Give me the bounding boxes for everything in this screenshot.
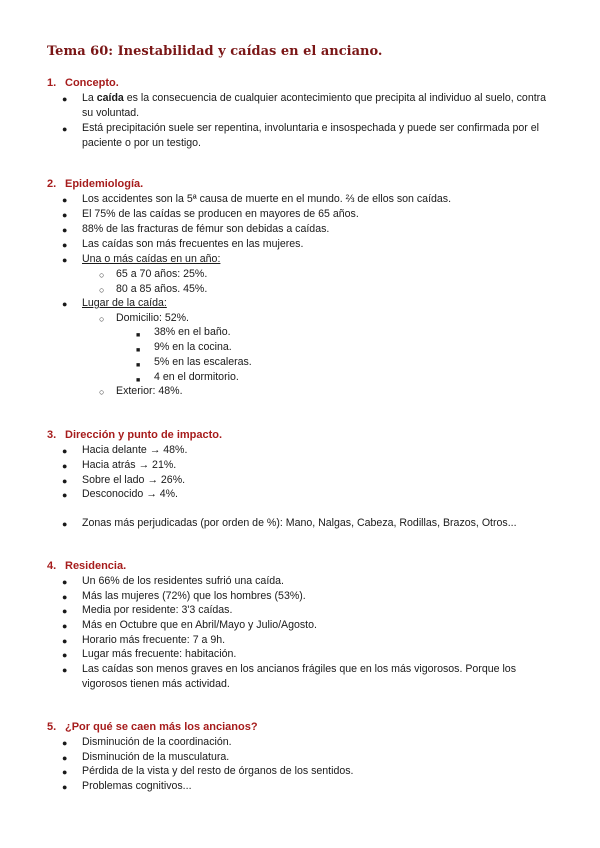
list-item: ● Disminución de la coordinación.	[82, 735, 554, 750]
sub-sub-list-item: ■ 9% en la cocina.	[154, 340, 534, 355]
list-item: ● Más las mujeres (72%) que los hombres (53%).	[82, 589, 554, 604]
sub-sub-list-item: ■ 38% en el baño.	[154, 325, 534, 340]
list-item: ● Zonas más perjudicadas (por orden de %): Mano, Nalgas, Cabeza, Rodillas, Brazos, Otros...	[82, 516, 554, 531]
bullet-square: ■	[136, 377, 141, 384]
list-item: ● Sobre el lado → 26%.	[82, 473, 554, 488]
bullet-dot: ●	[62, 299, 68, 309]
sub-list-item: ○ 65 a 70 años: 25%.	[116, 267, 536, 282]
section-heading-epidemiologia: 2. Epidemiología.	[47, 178, 144, 190]
list-item: ● Lugar más frecuente: habitación.	[82, 647, 554, 662]
sub-list-item: ○ Exterior: 48%.	[116, 384, 536, 399]
bullet-dot: ●	[62, 94, 68, 104]
bullet-square: ■	[136, 332, 141, 339]
list-item: ● Lugar de la caída:	[82, 296, 554, 311]
bullet-dot: ●	[62, 767, 68, 777]
sub-list-item: ○ Domicilio: 52%.	[116, 311, 536, 326]
bullet-square: ■	[136, 362, 141, 369]
bullet-dot: ●	[62, 636, 68, 646]
section-heading-direccion: 3. Dirección y punto de impacto.	[47, 429, 223, 441]
list-item: ● El 75% de las caídas se producen en mayores de 65 años.	[82, 207, 554, 222]
list-item: ● Hacia delante → 48%.	[82, 443, 554, 458]
bullet-dot: ●	[62, 461, 68, 471]
bullet-dot: ●	[62, 210, 68, 220]
list-item: ● Problemas cognitivos...	[82, 779, 554, 794]
bullet-dot: ●	[62, 476, 68, 486]
list-item: ● Las caídas son más frecuentes en las mujeres.	[82, 237, 554, 252]
list-item: ● Horario más frecuente: 7 a 9h.	[82, 633, 554, 648]
bullet-dot: ●	[62, 621, 68, 631]
bullet-dot: ●	[62, 490, 68, 500]
list-item: ● Hacia atrás → 21%.	[82, 458, 554, 473]
bullet-dot: ●	[62, 782, 68, 792]
list-item: ● Media por residente: 3'3 caídas.	[82, 603, 554, 618]
section-heading-por-que: 5. ¿Por qué se caen más los ancianos?	[47, 721, 258, 733]
page-title: Tema 60: Inestabilidad y caídas en el anciano.	[47, 44, 383, 59]
sub-sub-list-item: ■ 5% en las escaleras.	[154, 355, 534, 370]
sub-sub-list-item: ■ 4 en el dormitorio.	[154, 370, 534, 385]
bullet-dot: ●	[62, 240, 68, 250]
bullet-circle: ○	[99, 387, 105, 397]
bullet-dot: ●	[62, 650, 68, 660]
bullet-dot: ●	[62, 446, 68, 456]
list-item: ● Está precipitación suele ser repentina, involuntaria e insospechada y puede ser confirmada por el paciente o por un testigo.	[62, 122, 539, 149]
bullet-circle: ○	[99, 314, 105, 324]
bullet-dot: ●	[62, 753, 68, 763]
list-item: ● Las caídas son menos graves en los ancianos frágiles que en los más vigorosos. Porque los vigorosos tienen más actividad.	[62, 663, 516, 690]
list-item: ● Pérdida de la vista y del resto de órganos de los sentidos.	[82, 764, 554, 779]
bullet-dot: ●	[62, 195, 68, 205]
list-item: ● 88% de las fracturas de fémur son debidas a caídas.	[82, 222, 554, 237]
bullet-dot: ●	[62, 577, 68, 587]
bullet-dot: ●	[62, 519, 68, 529]
bullet-dot: ●	[62, 124, 68, 134]
bullet-dot: ●	[62, 255, 68, 265]
bullet-square: ■	[136, 347, 141, 354]
list-item: ● Los accidentes son la 5ª causa de muerte en el mundo. ⅔ de ellos son caídas.	[82, 192, 554, 207]
list-item: ● Más en Octubre que en Abril/Mayo y Julio/Agosto.	[82, 618, 554, 633]
list-item: ● Un 66% de los residentes sufrió una caída.	[82, 574, 554, 589]
bullet-dot: ●	[62, 592, 68, 602]
list-item: ● Disminución de la musculatura.	[82, 750, 554, 765]
bullet-circle: ○	[99, 270, 105, 280]
bullet-dot: ●	[62, 665, 68, 675]
section-heading-residencia: 4. Residencia.	[47, 560, 127, 572]
bullet-dot: ●	[62, 225, 68, 235]
bullet-dot: ●	[62, 606, 68, 616]
bullet-dot: ●	[62, 738, 68, 748]
list-item: ● La caída es la consecuencia de cualquier acontecimiento que precipita al individuo al suelo, contra su voluntad.	[62, 92, 547, 119]
section-heading-concepto: 1. Concepto.	[47, 77, 119, 89]
bullet-circle: ○	[99, 285, 105, 295]
list-item: ● Una o más caídas en un año:	[82, 252, 554, 267]
sub-list-item: ○ 80 a 85 años. 45%.	[116, 282, 536, 297]
list-item: ● Desconocido → 4%.	[82, 487, 554, 502]
